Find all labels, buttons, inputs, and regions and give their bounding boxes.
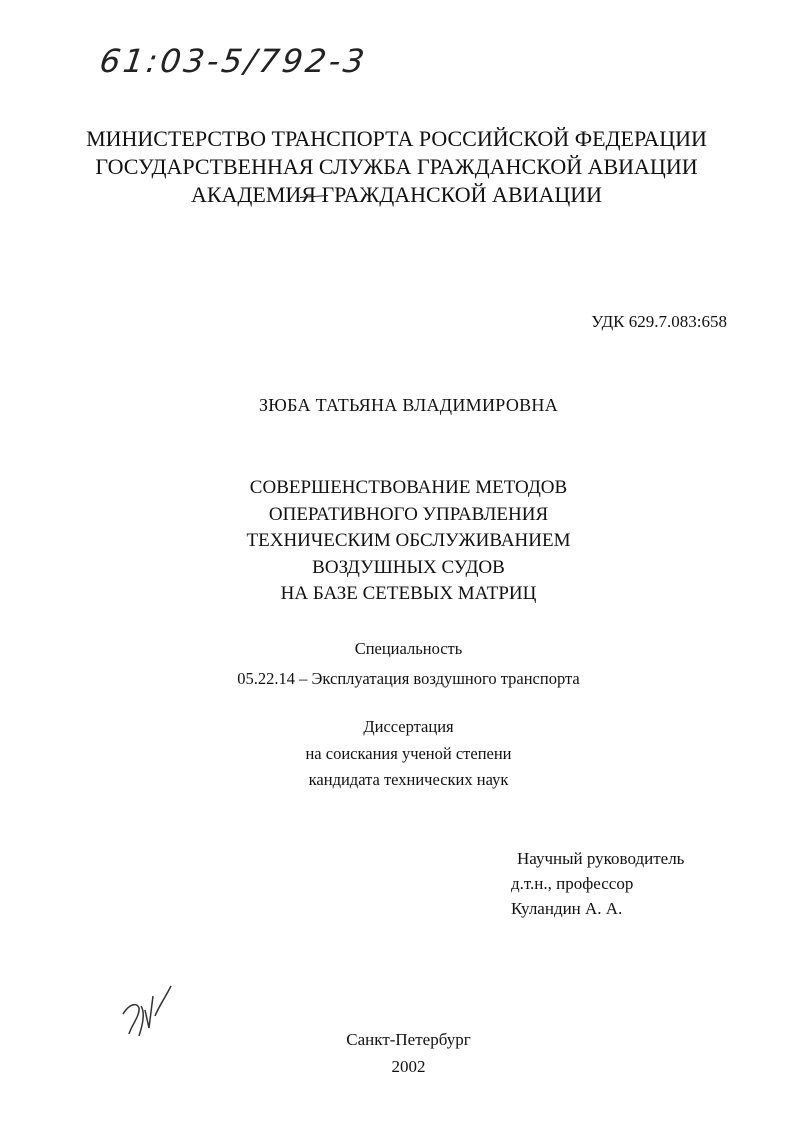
dissertation-title xyxy=(0,475,793,608)
degree-line: на соискания ученой степени xyxy=(305,743,512,763)
place-block xyxy=(0,1026,793,1080)
specialty-label: Специальность xyxy=(354,639,463,658)
title-line: НА БАЗЕ СЕТЕВЫХ МАТРИЦ xyxy=(280,583,537,604)
specialty-value: 05.22.14 – Эксплуатация воздушного транспорта xyxy=(237,669,580,688)
title-line: СОВЕРШЕНСТВОВАНИЕ МЕТОДОВ xyxy=(249,477,568,498)
specialty-block xyxy=(0,634,793,694)
service-line: ГОСУДАРСТВЕННАЯ СЛУЖБА ГРАЖДАНСКОЙ АВИАЦИИ xyxy=(95,154,698,179)
title-line: ТЕХНИЧЕСКИМ ОБСЛУЖИВАНИЕМ xyxy=(246,530,571,551)
year: 2002 xyxy=(391,1057,426,1076)
supervisor-role: Научный руководитель xyxy=(517,849,685,868)
supervisor-name: Куландин А. А. xyxy=(511,899,623,918)
title-line: ОПЕРАТИВНОГО УПРАВЛЕНИЯ xyxy=(268,503,549,525)
degree-block xyxy=(0,714,793,794)
degree-line: кандидата технических наук xyxy=(308,770,509,789)
supervisor-degree: д.т.н., профессор xyxy=(511,874,634,893)
udk-code: УДК 629.7.083:658 xyxy=(591,312,727,331)
author-name: ЗЮБА ТАТЬЯНА ВЛАДИМИРОВНА xyxy=(258,395,559,415)
degree-line: Диссертация xyxy=(363,717,454,736)
ministry-line: МИНИСТЕРСТВО ТРАНСПОРТА РОССИЙСКОЙ ФЕДЕРАЦИИ xyxy=(86,126,707,151)
supervisor-block xyxy=(511,846,685,921)
city: Санкт-Петербург xyxy=(346,1030,471,1049)
title-line: ВОЗДУШНЫХ СУДОВ xyxy=(312,556,505,578)
archive-code: 61:03-5/792-3 xyxy=(97,42,370,80)
academy-line: АКАДЕМИЯ ГРАЖДАНСКОЙ АВИАЦИИ xyxy=(190,182,603,207)
